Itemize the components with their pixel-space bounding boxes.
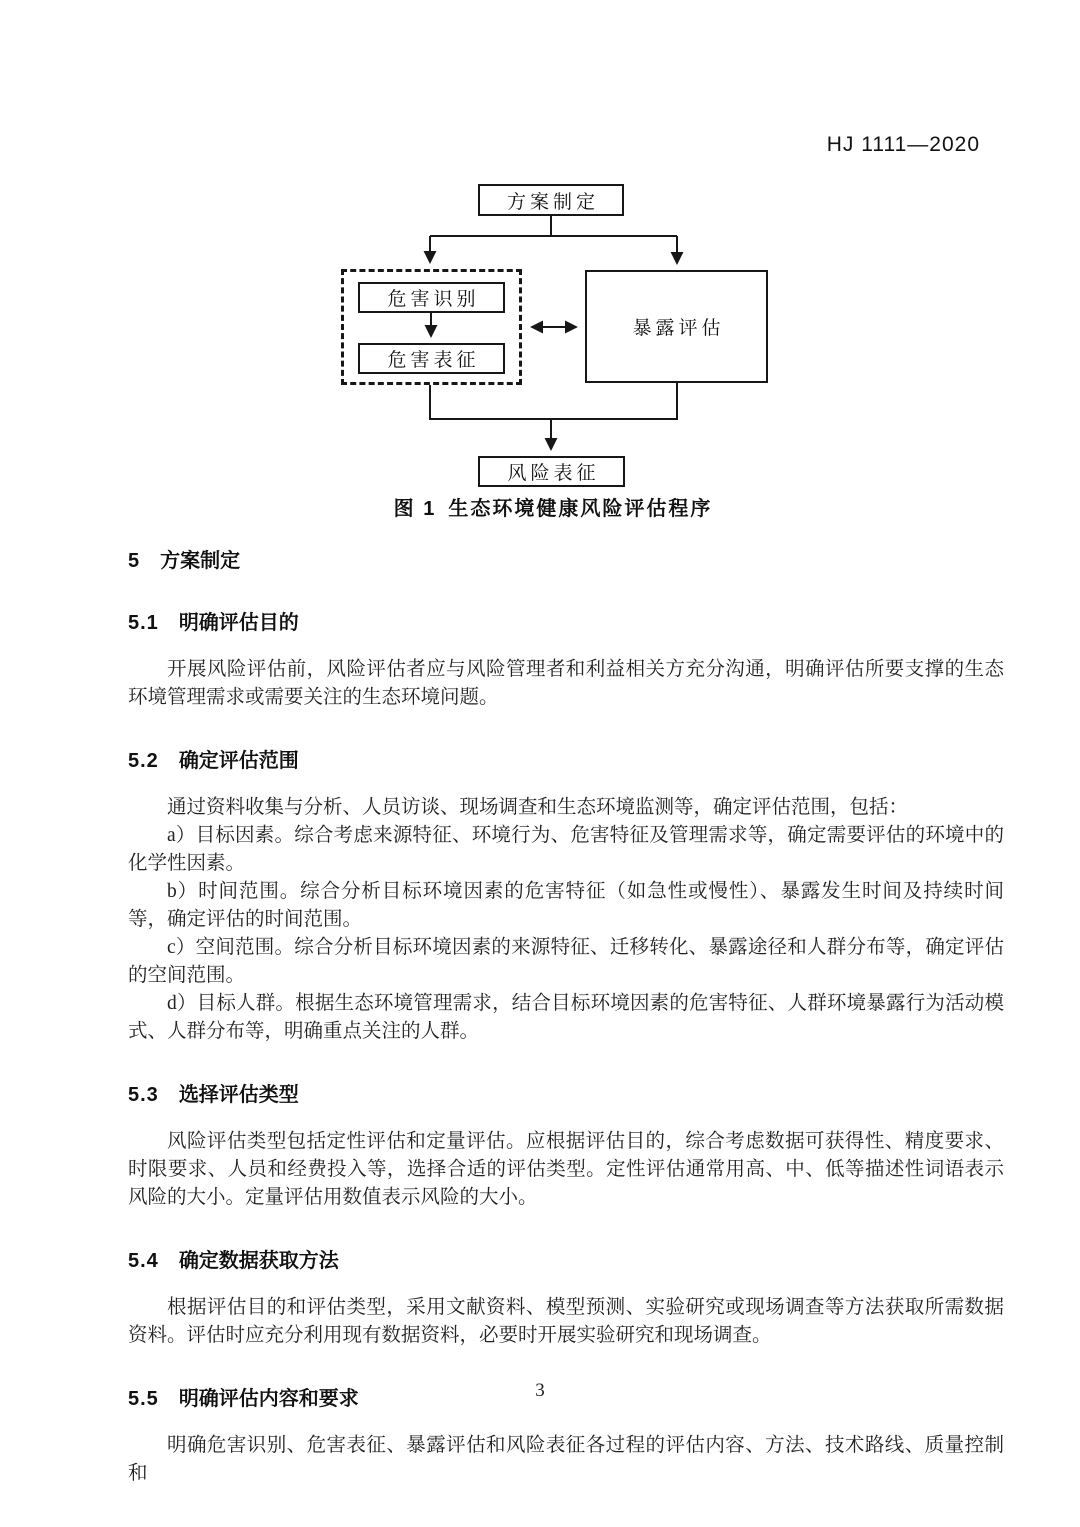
section-heading-5.1 [128,610,1004,636]
flowchart-node-plan: 方案制定 [478,184,624,216]
flowchart-node-hazard-characterization: 危害表征 [358,343,505,374]
standard-code: HJ 1111—2020 [826,133,980,156]
paragraph: a）目标因素。综合考虑来源特征、环境行为、危害特征及管理需求等，确定需要评估的环境中的化学性因素。 [128,825,1004,874]
section-title: 明确评估内容和要求 [178,1388,359,1410]
section-number: 5.1 [128,612,159,634]
paragraph: 根据评估目的和评估类型，采用文献资料、模型预测、实验研究或现场调查等方法获取所需数据资料。评估时应充分利用现有数据资料，必要时开展实验研究和现场调查。 [128,1297,1004,1346]
paragraph: 通过资料收集与分析、人员访谈、现场调查和生态环境监测等，确定评估范围，包括： [167,797,909,818]
figure-caption [13,492,1080,521]
paragraph: c）空间范围。综合分析目标环境因素的来源特征、迁移转化、暴露途径和人群分布等，确定评估的空间范围。 [128,937,1004,986]
paragraph: b）时间范围。综合分析目标环境因素的危害特征（如急性或慢性）、暴露发生时间及持续时间等，确定评估的时间范围。 [128,881,1004,930]
paragraph: 开展风险评估前，风险评估者应与风险管理者和利益相关方充分沟通，明确评估所要支撑的生态环境管理需求或需要关注的生态环境问题。 [128,659,1004,708]
flowchart-figure [0,0,1080,540]
section-number: 5 [128,550,141,572]
section-number: 5.3 [128,1084,159,1106]
section-number: 5.2 [128,750,159,772]
section-number: 5.5 [128,1388,159,1410]
section-title: 明确评估目的 [178,612,299,634]
flowchart-node-risk-characterization: 风险表征 [478,456,625,487]
flowchart-node-exposure-assessment: 暴露评估 [585,270,768,383]
figure-caption-text: 生态环境健康风险评估程序 [448,498,713,520]
section-title: 确定数据获取方法 [178,1250,339,1272]
section-heading-5.4 [128,1248,1004,1274]
section-heading-5 [128,548,1004,574]
section-heading-5.2 [128,748,1004,774]
section-title: 方案制定 [160,550,241,572]
section-heading-5.3 [128,1082,1004,1108]
section-title: 确定评估范围 [178,750,299,772]
flowchart-node-hazard-identification: 危害识别 [358,282,505,313]
paragraph: 风险评估类型包括定性评估和定量评估。应根据评估目的，综合考虑数据可获得性、精度要求、时限要求、人员和经费投入等，选择合适的评估类型。定性评估通常用高、中、低等描述性词语表示风险的大小。定量评估用数值表示风险的大小。 [128,1131,1004,1208]
figure-caption-label: 图 1 [393,498,437,520]
section-number: 5.4 [128,1250,159,1272]
page-number: 3 [535,1380,545,1401]
paragraph: d）目标人群。根据生态环境管理需求，结合目标环境因素的危害特征、人群环境暴露行为活动模式、人群分布等，明确重点关注的人群。 [128,993,1004,1042]
paragraph: 明确危害识别、危害表征、暴露评估和风险表征各过程的评估内容、方法、技术路线、质量控制和 [128,1435,1004,1484]
section-title: 选择评估类型 [178,1084,299,1106]
document-body [128,548,1004,1488]
